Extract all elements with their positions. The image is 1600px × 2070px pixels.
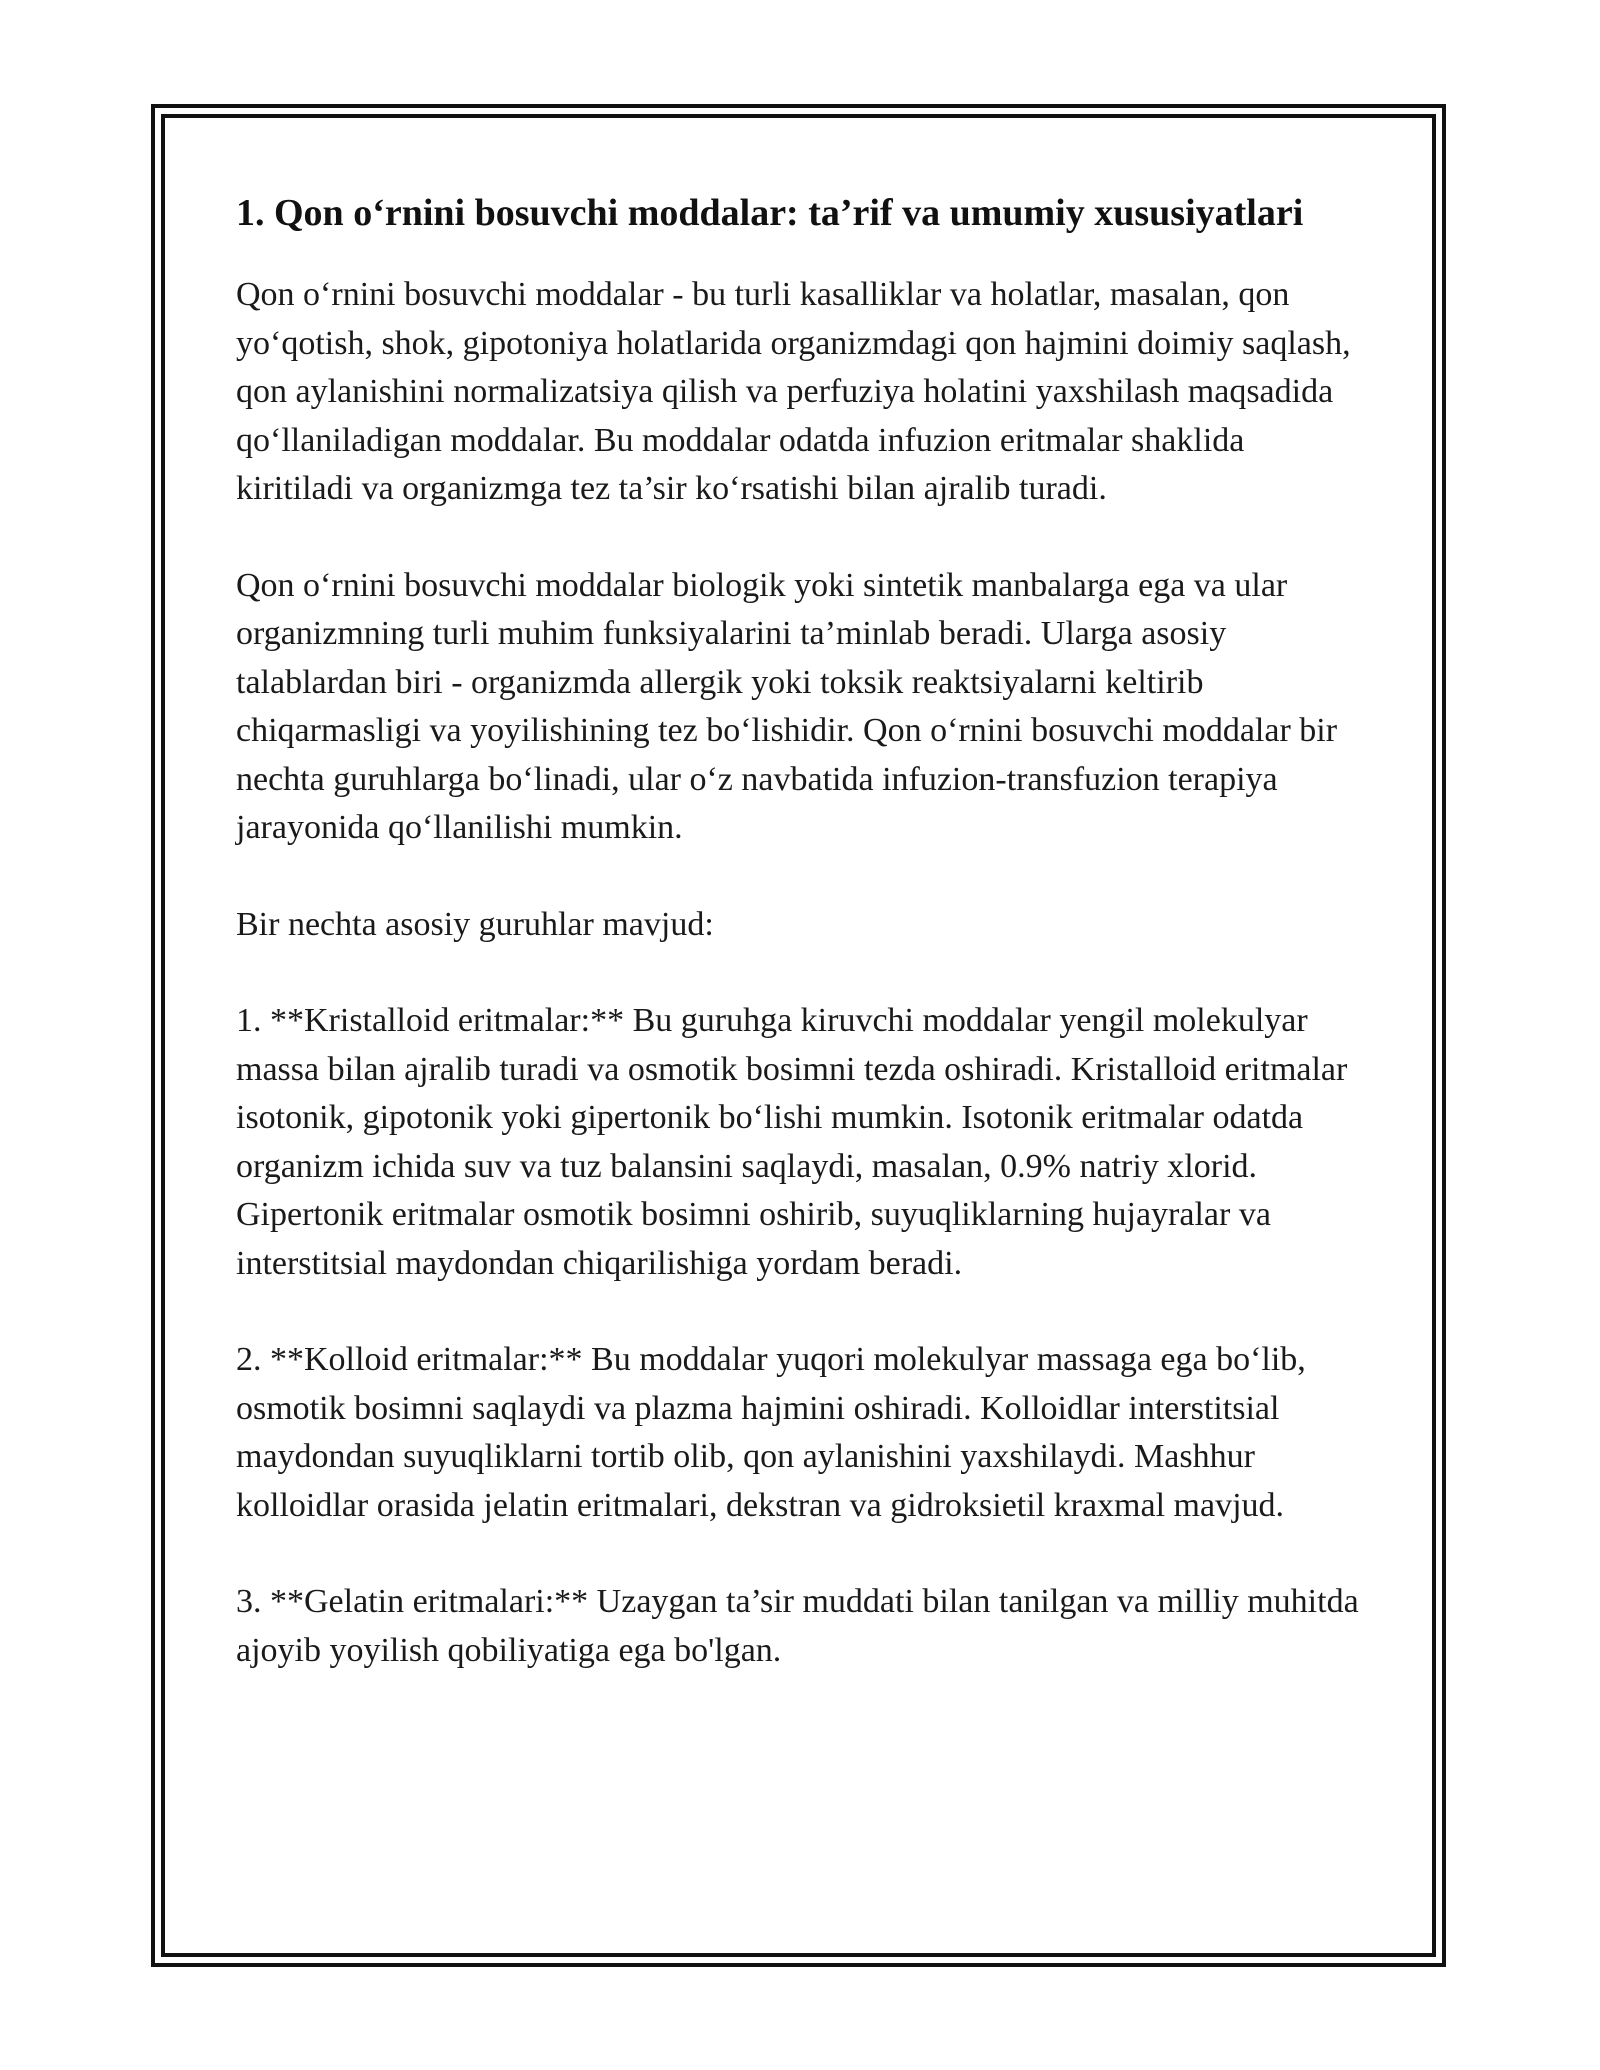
paragraph-gelatin: 3. **Gelatin eritmalari:** Uzaygan ta’sir muddati bilan tanilgan va milliy muhitda ajoyib yoyilish qobiliyatiga ega bo'lgan. [236, 1583, 1359, 1669]
paragraph-groups-intro: Bir nechta asosiy guruhlar mavjud: [236, 905, 714, 943]
paragraph-properties: Qon o‘rnini bosuvchi moddalar biologik yoki sintetik manbalarga ega va ular organizmning turli muhim funksiyalarini ta’minlab beradi. Ularga asosiy talablardan biri - organizmda allergik yoki toksik reaktsiyalarni keltirib chiqarmasligi va yoyilishining tez bo‘lishidir. Qon o‘rnini bosuvchi moddalar bir nechta guruhlarga bo‘linadi, ular o‘z navbatida infuzion-transfuzion terapiya jarayonida qo‘llanilishi mumkin. [236, 566, 1338, 846]
document-body [236, 185, 1366, 1675]
section-heading: 1. Qon o‘rnini bosuvchi moddalar: ta’rif va umumiy xususiyatlari [236, 192, 1304, 234]
paragraph-colloid: 2. **Kolloid eritmalar:** Bu moddalar yuqori molekulyar massaga ega bo‘lib, osmotik bosimni saqlaydi va plazma hajmini oshiradi. Kolloidlar interstitsial maydondan suyuqliklarni tortib olib, qon aylanishini yaxshilaydi. Mashhur kolloidlar orasida jelatin eritmalari, dekstran va gidroksietil kraxmal mavjud. [236, 1341, 1306, 1524]
paragraph-crystalloid: 1. **Kristalloid eritmalar:** Bu guruhga kiruvchi moddalar yengil molekulyar massa bilan ajralib turadi va osmotik bosimni tezda oshiradi. Kristalloid eritmalar isotonik, gipotonik yoki gipertonik bo‘lishi mumkin. Isotonik eritmalar odatda organizm ichida suv va tuz balansini saqlaydi, masalan, 0.9% natriy xlorid. Gipertonik eritmalar osmotik bosimni oshirib, suyuqliklarning hujayralar va interstitsial maydondan chiqarilishiga yordam beradi. [236, 1002, 1348, 1282]
paragraph-definition: Qon o‘rnini bosuvchi moddalar - bu turli kasalliklar va holatlar, masalan, qon yo‘qotish, shok, gipotoniya holatlarida organizmdagi qon hajmini doimiy saqlash, qon aylanishini normalizatsiya qilish va perfuziya holatini yaxshilash maqsadida qo‘llaniladigan moddalar. Bu moddalar odatda infuzion eritmalar shaklida kiritiladi va organizmga tez ta’sir ko‘rsatishi bilan ajralib turadi. [236, 276, 1351, 507]
